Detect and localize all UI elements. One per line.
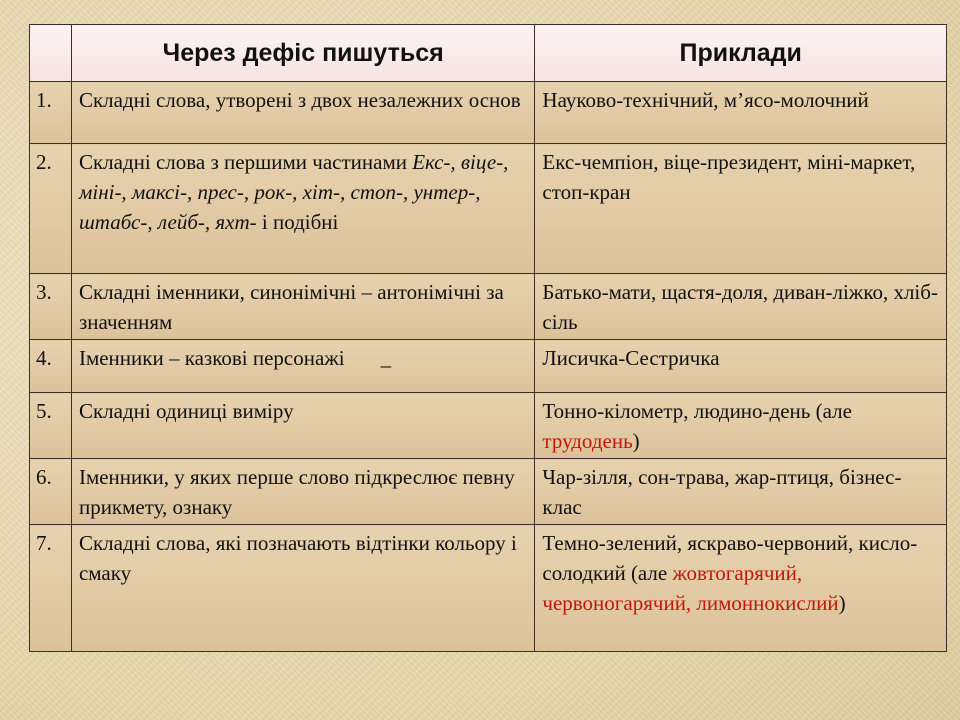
example-text: )	[838, 591, 846, 615]
example-text: )	[632, 429, 640, 453]
rule-text: Складні іменники, синонімічні – антонімічні за значенням	[78, 280, 504, 334]
row-examples	[535, 340, 947, 393]
row-number: 7.	[30, 525, 72, 652]
example-text: Лисичка-Сестричка	[542, 346, 720, 370]
table-row	[30, 144, 947, 274]
rule-text: Складні одиниці виміру	[78, 399, 294, 423]
hyphen-rules-table	[29, 24, 947, 652]
row-examples	[535, 525, 947, 652]
row-number: 1.	[30, 82, 72, 144]
rule-text: Складні слова, утворені з двох незалежних основ	[78, 88, 521, 112]
example-exception: трудодень	[542, 429, 633, 453]
rule-text: Іменники – казкові персонажі	[78, 346, 345, 370]
row-rule	[71, 82, 534, 144]
header-examples: Приклади	[535, 25, 947, 82]
row-rule	[71, 525, 534, 652]
row-rule	[71, 393, 534, 459]
row-rule	[71, 274, 534, 340]
table-row	[30, 340, 947, 393]
row-number: 4.	[30, 340, 72, 393]
table-row	[30, 525, 947, 652]
example-text: Темно-зелений, яскраво-червоний, кисло-солодкий (але	[542, 531, 918, 585]
table-row	[30, 274, 947, 340]
example-exception: жовтогарячий, червоногарячий, лимоннокислий	[542, 561, 839, 615]
row-rule	[71, 340, 534, 393]
row-number: 5.	[30, 393, 72, 459]
example-text: Батько-мати, щастя-доля, диван-ліжко, хліб-сіль	[542, 280, 938, 334]
example-text: Науково-технічний, м’ясо-молочний	[542, 88, 869, 112]
table-row	[30, 82, 947, 144]
row-rule	[71, 459, 534, 525]
header-rule: Через дефіс пишуться	[71, 25, 534, 82]
row-number: 6.	[30, 459, 72, 525]
rule-text: Складні слова, які позначають відтінки кольору і смаку	[78, 531, 517, 585]
rule-text: і подібні	[256, 210, 339, 234]
example-text: Екс-чемпіон, віце-президент, міні-маркет, стоп-кран	[542, 150, 916, 204]
table-row	[30, 459, 947, 525]
row-number: 2.	[30, 144, 72, 274]
rule-prefixes: Екс-, віце-, міні-, максі-, прес-, рок-, хіт-, стоп-, унтер-, штабс-, лейб-, яхт-	[78, 150, 509, 234]
row-examples	[535, 82, 947, 144]
rule-text: Іменники, у яких перше слово підкреслює певну прикмету, ознаку	[78, 465, 515, 519]
row-examples	[535, 144, 947, 274]
rule-dash-mark: _	[380, 346, 392, 370]
rule-text: Складні слова з першими частинами	[78, 150, 413, 174]
row-examples	[535, 393, 947, 459]
table-header-row	[30, 25, 947, 82]
example-text: Чар-зілля, сон-трава, жар-птиця, бізнес-клас	[542, 465, 902, 519]
row-number: 3.	[30, 274, 72, 340]
row-rule	[71, 144, 534, 274]
row-examples	[535, 274, 947, 340]
example-text: Тонно-кілометр, людино-день (але	[542, 399, 852, 423]
row-examples	[535, 459, 947, 525]
table-row	[30, 393, 947, 459]
header-number	[30, 25, 72, 82]
